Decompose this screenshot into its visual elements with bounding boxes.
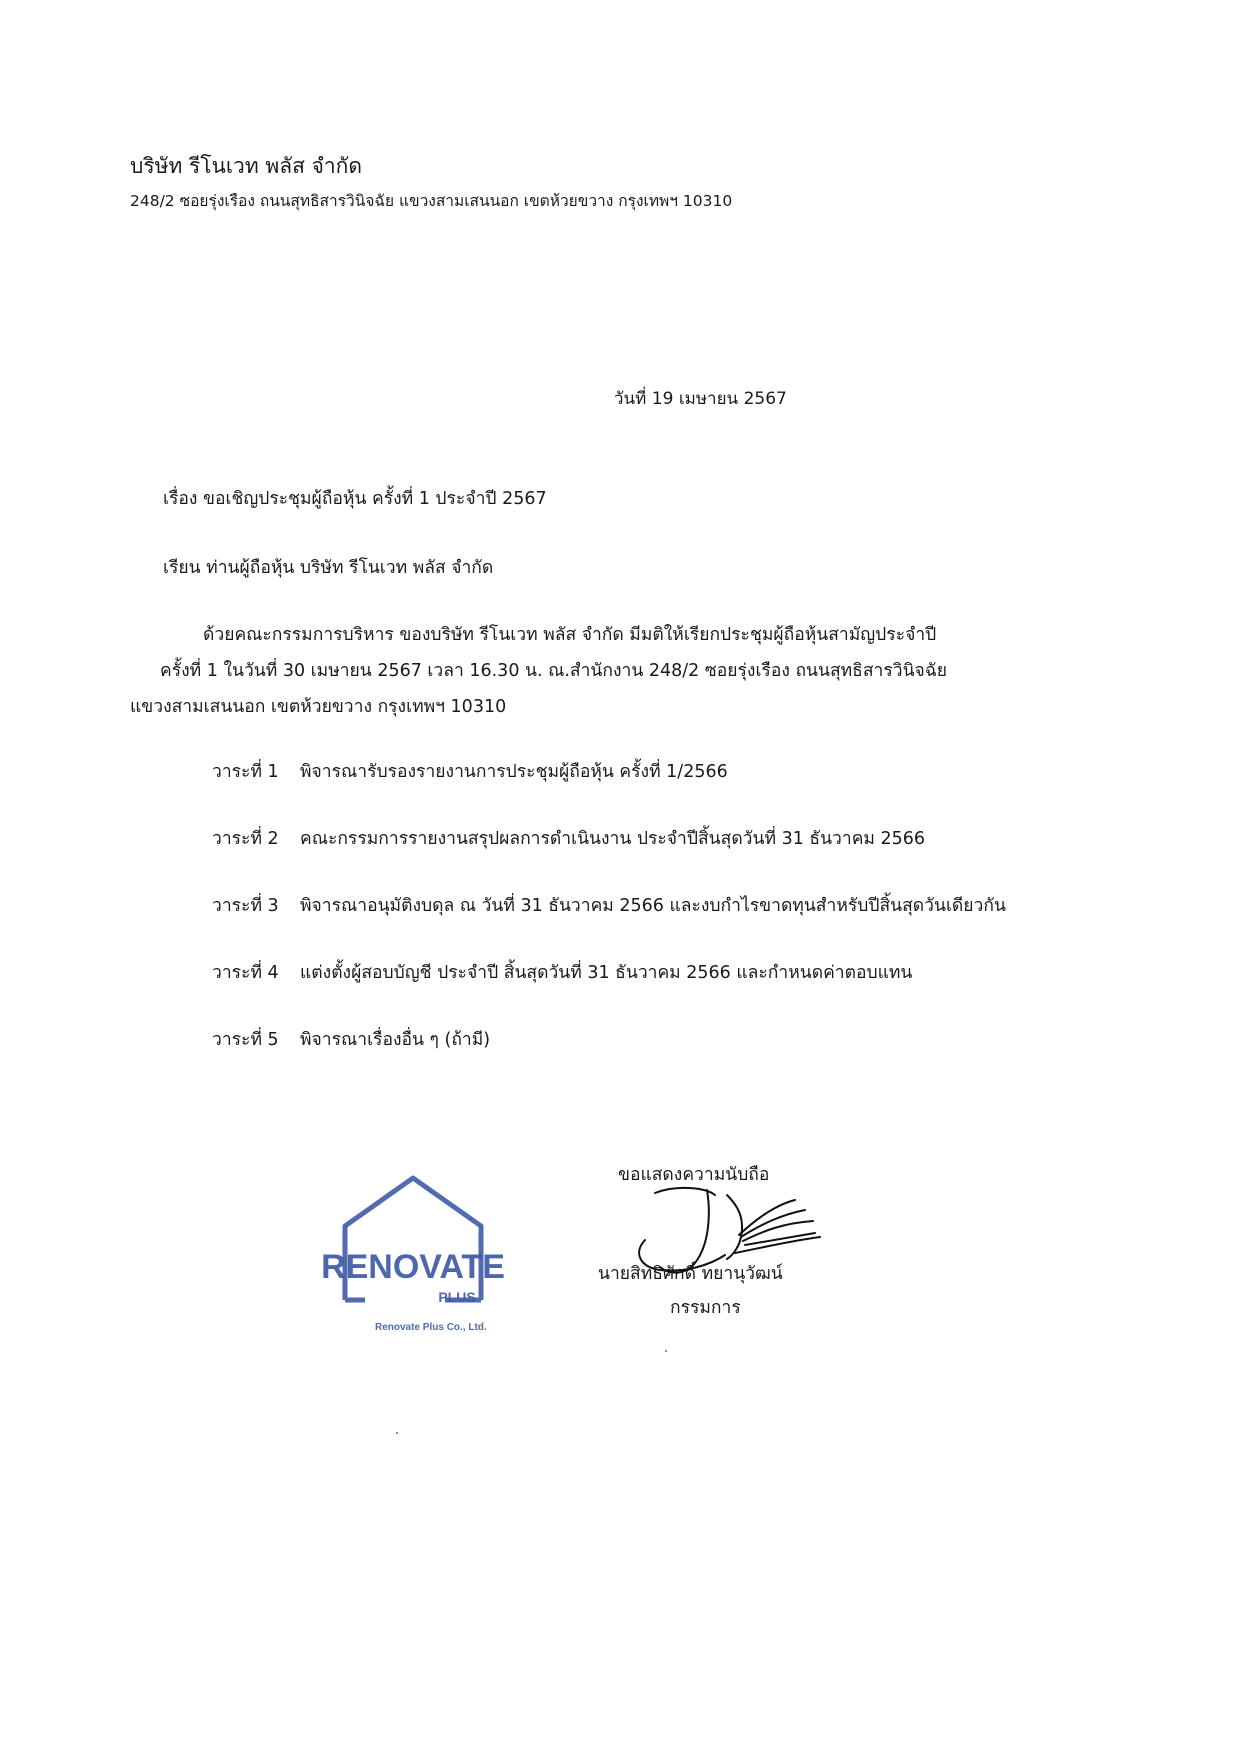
body-line-1: ด้วยคณะกรรมการบริหาร ของบริษัท รีโนเวท พลัส จำกัด มีมติให้เรียกประชุมผู้ถือหุ้นสามัญประจำปี bbox=[203, 625, 937, 645]
scan-speck bbox=[396, 1432, 398, 1434]
agenda-text: คณะกรรมการรายงานสรุปผลการดำเนินงาน ประจำปีสิ้นสุดวันที่ 31 ธันวาคม 2566 bbox=[300, 829, 926, 849]
stamp-sub: PLUS bbox=[438, 1289, 476, 1305]
closing-text: ขอแสดงความนับถือ bbox=[618, 1165, 770, 1185]
agenda-label: วาระที่ 4 bbox=[212, 963, 279, 983]
signer-name: นายสิทธิศักดิ์ ทยานุวัฒน์ bbox=[598, 1264, 783, 1284]
agenda-text: พิจารณารับรองรายงานการประชุมผู้ถือหุ้น ครั้งที่ 1/2566 bbox=[300, 762, 728, 782]
body-line-2: ครั้งที่ 1 ในวันที่ 30 เมษายน 2567 เวลา 16.30 น. ณ.สำนักงาน 248/2 ซอยรุ่งเรือง ถนนสุทธิสารวินิจฉัย bbox=[160, 661, 947, 681]
agenda-label: วาระที่ 2 bbox=[212, 829, 279, 849]
scan-speck bbox=[665, 1350, 667, 1352]
company-stamp bbox=[305, 1168, 545, 1343]
company-name: บริษัท รีโนเวท พลัส จำกัด bbox=[130, 154, 363, 178]
agenda-text: พิจารณาเรื่องอื่น ๆ (ถ้ามี) bbox=[300, 1030, 491, 1050]
body-line-3: แขวงสามเสนนอก เขตห้วยขวาง กรุงเทพฯ 10310 bbox=[130, 697, 507, 717]
agenda-label: วาระที่ 3 bbox=[212, 896, 279, 916]
stamp-brand: RENOVATE bbox=[321, 1248, 505, 1286]
signer-position: กรรมการ bbox=[670, 1298, 741, 1318]
company-address: 248/2 ซอยรุ่งเรือง ถนนสุทธิสารวินิจฉัย แขวงสามเสนนอก เขตห้วยขวาง กรุงเทพฯ 10310 bbox=[130, 192, 733, 210]
agenda-label: วาระที่ 1 bbox=[212, 762, 279, 782]
stamp-company: Renovate Plus Co., Ltd. bbox=[375, 1322, 487, 1333]
agenda-text: พิจารณาอนุมัติงบดุล ณ วันที่ 31 ธันวาคม 2566 และงบกำไรขาดทุนสำหรับปีสิ้นสุดวันเดียวกัน bbox=[300, 896, 1006, 916]
agenda-label: วาระที่ 5 bbox=[212, 1030, 279, 1050]
agenda-text: แต่งตั้งผู้สอบบัญชี ประจำปี สิ้นสุดวันที่ 31 ธันวาคม 2566 และกำหนดค่าตอบแทน bbox=[300, 963, 913, 983]
recipient-line: เรียน ท่านผู้ถือหุ้น บริษัท รีโนเวท พลัส จำกัด bbox=[163, 558, 494, 578]
letter-date: วันที่ 19 เมษายน 2567 bbox=[614, 389, 787, 409]
subject-line: เรื่อง ขอเชิญประชุมผู้ถือหุ้น ครั้งที่ 1 ประจำปี 2567 bbox=[163, 489, 547, 509]
